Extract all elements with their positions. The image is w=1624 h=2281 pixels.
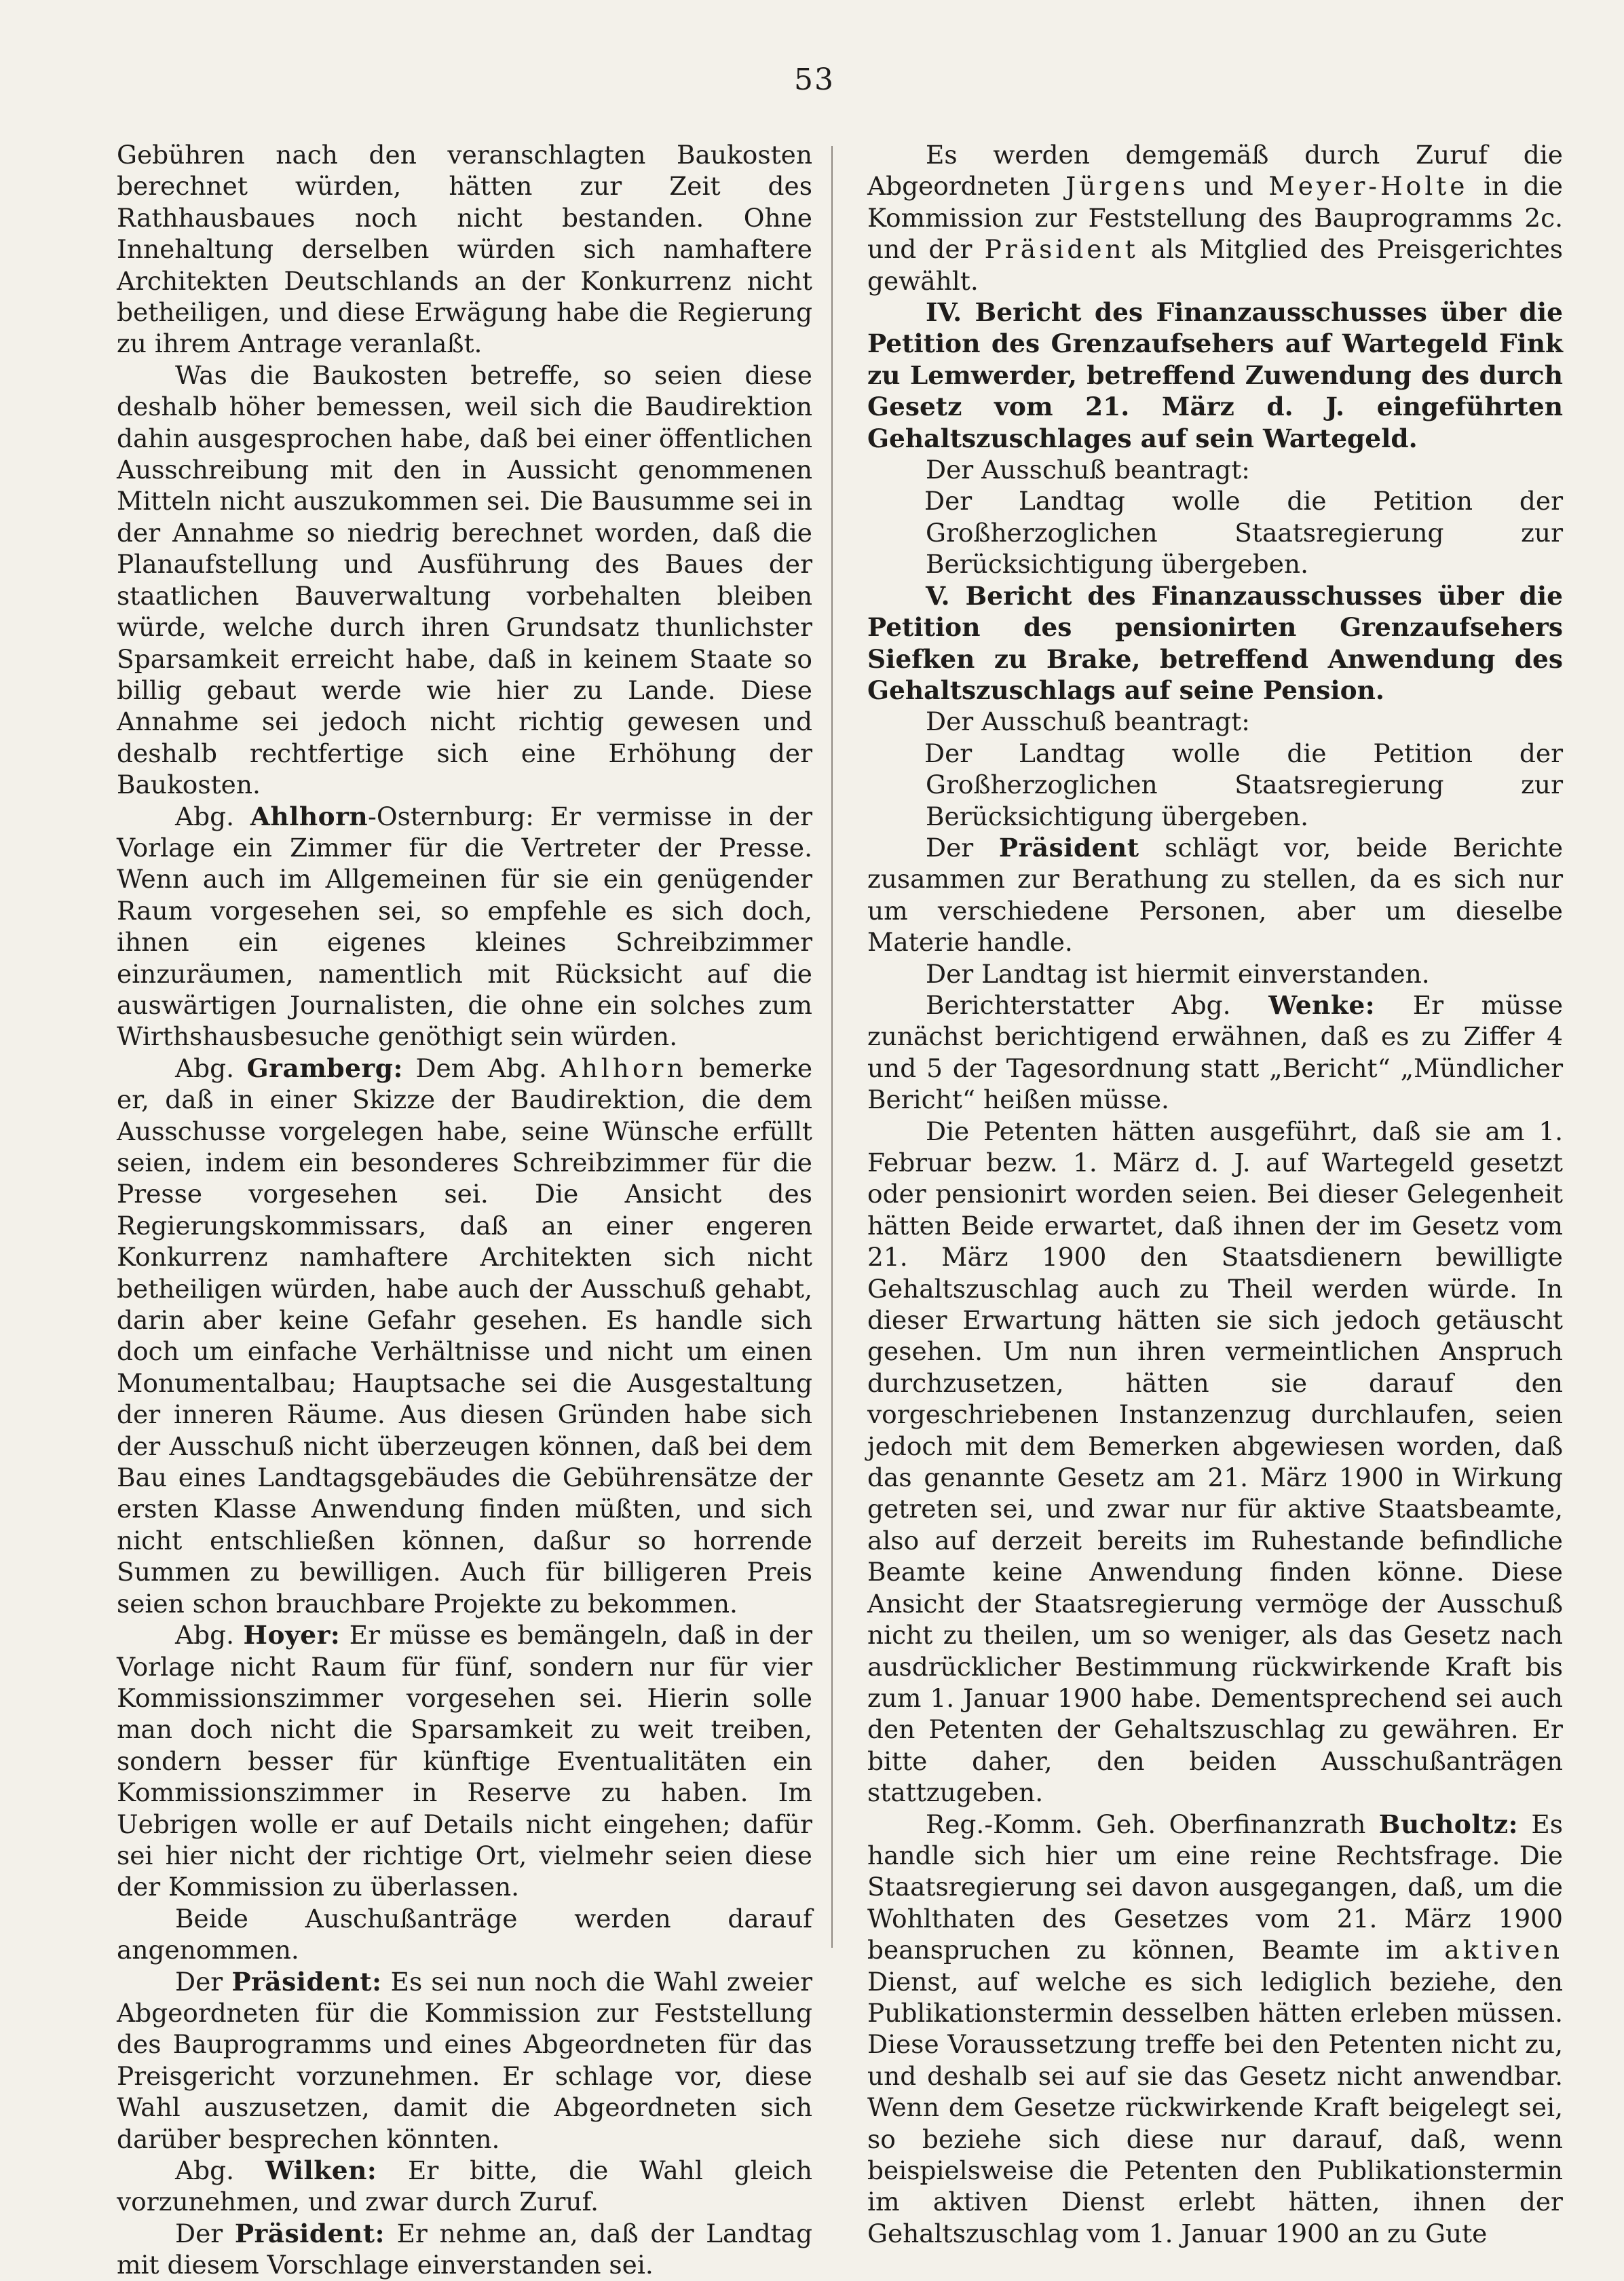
speaker-name: Wilken: [265,2155,377,2185]
speech-praesident [117,1966,812,2155]
text: und [1204,171,1253,202]
spaced-name: Ahlhorn [559,1053,687,1083]
agenda-heading-v: V. Bericht des Finanzausschusses über die Petition des pensionirten Grenzaufsehers Siefken zu Brake, betreffend Anwendung des Gehaltszuschlags auf seine Pension. [867,580,1563,705]
text: in die Kommission zur Feststellung des Bauprogramms 2c. und der [867,171,1564,265]
speech-wenke [867,989,1563,1116]
paragraph: Beide Auschußanträge werden darauf angenommen. [117,1903,812,1965]
speaker-prefix: Der [175,1966,223,1997]
left-column [117,139,812,2281]
paragraph: Was die Baukosten betreffe, so seien diese deshalb höher bemessen, weil sich die Baudirektion dahin ausgesprochen habe, daß bei einer öffentlichen Ausschreibung mit den in Aussicht genommenen Mitteln nicht auszukommen sei. Die Bausumme sei in der Annahme so niedrig berechnet worden, daß die Planaufstellung und Ausführung des Baues der staatlichen Bauverwaltung vorbehalten bleiben würde, welche durch ihren Grundsatz thunlichster Sparsamkeit erreicht habe, daß in keinem Staate so billig gebaut werde wie hier zu Lande. Diese Annahme sei jedoch nicht richtig gewesen und deshalb rechtfertige sich eine Erhöhung der Baukosten. [117,360,812,800]
column-divider [831,146,833,1948]
speaker-prefix: Der [175,2218,223,2248]
paragraph: Gebühren nach den veranschlagten Baukosten berechnet würden, hätten zur Zeit des Rathhausbaues noch nicht bestanden. Ohne Innehaltung derselben würden sich namhaftere Architekten Deutschlands an der Konkurrenz nicht betheiligen, und diese Erwägung habe die Regierung zu ihrem Antrage veranlaßt. [117,140,812,359]
speaker-prefix: Der [926,832,974,863]
speech-gramberg [117,1053,812,1619]
paragraph: Der Landtag ist hiermit einverstanden. [926,958,1430,989]
speaker-prefix: Berichterstatter Abg. [926,989,1231,1020]
speaker-prefix: Abg. [175,801,235,831]
speech-bucholtz [867,1809,1563,2250]
speaker-name: Ahlhorn [250,801,369,831]
spaced-name: Meyer-Holte [1268,171,1469,202]
paragraph: Die Petenten hätten ausgeführt, daß sie am 1. Februar bezw. 1. März d. J. auf Wartegeld gesetzt oder pensionirt worden seien. Bei dieser Gelegenheit hätten Beide erwartet, daß ihnen der im Gesetz vom 21. März 1900 den Staatsdienern bewilligte Gehaltszuschlag auch zu Theil werden würde. In dieser Erwartung hätten sie sich jedoch getäuscht gesehen. Um nun ihren vermeintlichen Anspruch durchzusetzen, hätten sie darauf den vorgeschriebenen Instanzenzug durchlaufen, seien jedoch mit dem Bemerken abgewiesen worden, daß das genannte Gesetz am 21. März 1900 in Wirkung getreten sei, und zwar nur für aktive Staatsbeamte, also auf derzeit bereits im Ruhestande befindliche Beamte keine Anwendung finden könne. Diese Ansicht der Staatsregierung vermöge der Ausschuß nicht zu theilen, um so weniger, als das Gesetz nach ausdrücklicher Bestimmung rückwirkende Kraft bis zum 1. Januar 1900 habe. Dementsprechend sei auch den Petenten der Gehaltszuschlag zu gewähren. Er bitte daher, den beiden Ausschußanträgen stattzugeben. [867,1116,1563,1808]
motion-intro: Der Ausschuß beantragt: [926,706,1250,737]
speaker-name: Präsident [998,832,1139,863]
speech-praesident [117,2218,812,2281]
paragraph [867,139,1563,297]
speech-text: -Osternburg: Er vermisse in der Vorlage ein Zimmer für die Vertreter der Presse. Wenn auch im Allgemeinen für sie ein genügender Raum vorgesehen sei, so empfehle es sich doch, ihnen ein eigenes kleines Schreibzimmer einzuräumen, namentlich mit Rücksicht auf die auswärtigen Journalisten, die ohne ein solches zum Wirthshausbesuche genöthigt sein würden. [117,801,812,1052]
spaced-name: Jürgens [1065,171,1189,202]
speech-text: Es sei nun noch die Wahl zweier Abgeordneten für die Kommission zur Feststellung des Bauprogramms und eines Abgeordneten für das Preisgericht vorzunehmen. Er schlage vor, diese Wahl auszusetzen, damit die Abgeordneten sich darüber besprechen könnten. [117,1966,813,2154]
page-number: 53 [794,62,835,97]
right-column [867,139,1563,2249]
speech-text: bemerke er, daß in einer Skizze der Baudirektion, die dem Ausschusse vorgelegen habe, seine Wünsche erfüllt seien, indem ein besonderes Schreibzimmer für die Presse vorgesehen sei. Die Ansicht des Regierungskommissars, daß an einer engeren Konkurrenz namhaftere Architekten sich nicht betheiligen würden, habe auch der Ausschuß gehabt, darin aber keine Gefahr gesehen. Es handle sich doch um einfache Verhältnisse und nicht um einen Monumentalbau; Hauptsache sei die Ausgestaltung der inneren Räume. Aus diesen Gründen habe sich der Ausschuß nicht überzeugen können, daß bei dem Bau eines Landtagsgebäudes die Gebührensätze der ersten Klasse Anwendung finden müßten, und sich nicht entschließen können, daßur so horrende Summen zu bewilligen. Auch für billigeren Preis seien schon brauchbare Projekte zu bekommen. [117,1053,813,1619]
motion-text: Der Landtag wolle die Petition der Großherzoglichen Staatsregierung zur Berücksichtigung übergeben. [924,486,1563,580]
speech-text: Es handle sich hier um eine reine Rechtsfrage. Die Staatsregierung sei davon ausgegangen, daß, um die Wohlthaten des Gesetzes vom 21. März 1900 beanspruchen zu können, Beamte im [867,1809,1564,1965]
spaced-name: Präsident [984,234,1139,265]
speech-ahlhorn [117,801,812,1053]
speech-text: Dienst, auf welche es sich lediglich beziehe, den Publikationstermin desselben hätten erleben müssen. Diese Voraussetzung treffe bei den Petenten nicht zu, und deshalb sei auf sie das Gesetz nicht anwendbar. Wenn dem Gesetze rückwirkende Kraft beigelegt sei, so beziehe sich diese nur darauf, daß, wenn beispielsweise die Petenten den Publikationstermin im aktiven Dienst erlebt hätten, ihnen der Gehaltszuschlag vom 1. Januar 1900 an zu Gute [867,1966,1563,2248]
speaker-prefix: Abg. [175,1620,235,1651]
motion-intro: Der Ausschuß beantragt: [926,455,1250,485]
speech-text: Er müsse zunächst berichtigend erwähnen, daß es zu Ziffer 4 und 5 der Tagesordnung statt „Bericht“ „Mündlicher Bericht“ heißen müsse. [867,989,1564,1115]
speaker-name: Bucholtz: [1378,1809,1519,1839]
speech-text: Er müsse es bemängeln, daß in der Vorlage nicht Raum für fünf, sondern nur für vier Kommissionszimmer vorgesehen sei. Hierin solle man doch nicht die Sparsamkeit zu weit treiben, sondern besser für künftige Eventualitäten ein Kommissionszimmer in Reserve zu haben. Im Uebrigen wolle er auf Details nicht eingehen; dafür sei hier nicht der richtige Ort, vielmehr seien diese der Kommission zu überlassen. [117,1620,813,1902]
speech-text: Er bitte, die Wahl gleich vorzunehmen, und zwar durch Zuruf. [117,2155,813,2217]
text: als Mitglied des Preisgerichtes gewählt. [867,234,1564,296]
motion-text: Der Landtag wolle die Petition der Großherzoglichen Staatsregierung zur Berücksichtigung übergeben. [924,738,1563,831]
speaker-prefix: Abg. [175,2155,235,2185]
speech-text: schlägt vor, beide Berichte zusammen zur Berathung zu stellen, da es sich nur um verschiedene Personen, aber um dieselbe Materie handle. [867,832,1564,958]
speech-hoyer [117,1619,812,1903]
agenda-heading-iv: IV. Bericht des Finanzausschusses über die Petition des Grenzaufsehers auf Wartegeld Fink zu Lemwerder, betreffend Zuwendung des durch Gesetz vom 21. März d. J. eingeführten Gehaltszuschlages auf sein Wartegeld. [867,297,1563,453]
speech-text: Er nehme an, daß der Landtag mit diesem Vorschlage einverstanden sei. [117,2218,813,2280]
speaker-prefix: Reg.-Komm. Geh. Oberfinanzrath [926,1809,1366,1839]
speech-text: Dem Abg. [415,1053,547,1083]
speech-praesident [867,832,1563,958]
speaker-name: Hoyer: [243,1620,341,1651]
speaker-name: Präsident: [231,1966,382,1997]
text: Es werden demgemäß durch Zuruf die Abgeordneten [867,140,1563,202]
spaced-word: aktiven [1444,1935,1564,1965]
speech-wilken [117,2155,812,2218]
speaker-name: Wenke: [1268,989,1376,1020]
speaker-name: Gramberg: [246,1053,403,1083]
speaker-name: Präsident: [234,2218,385,2248]
speaker-prefix: Abg. [175,1053,235,1083]
